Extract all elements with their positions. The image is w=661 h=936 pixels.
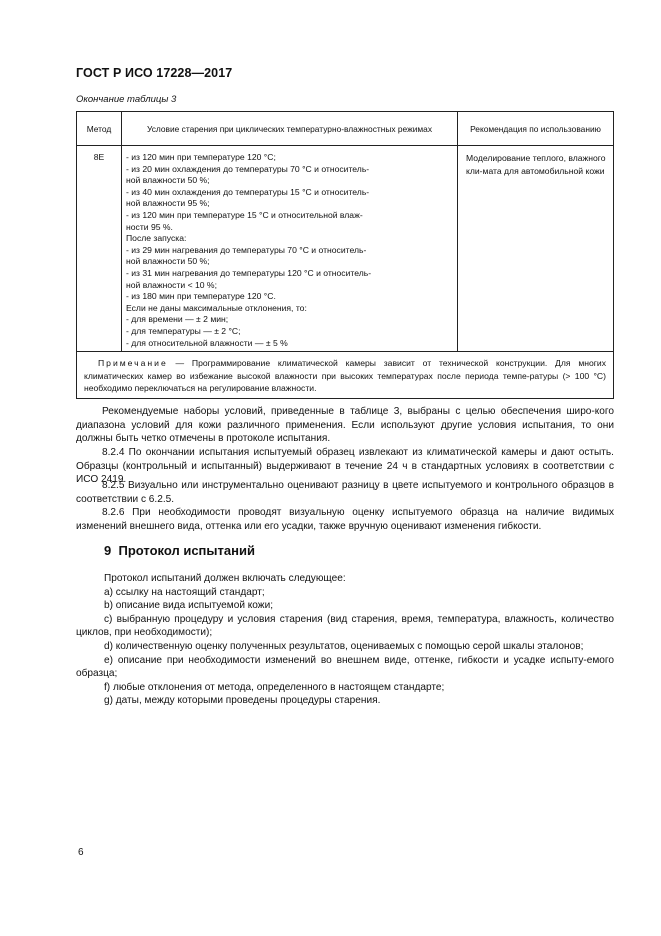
paragraph: Рекомендуемые наборы условий, приведенные в таблице 3, выбраны с целью обеспечения широ-кого диапазона условий для кожи различного применения. Если используют другие условия испытания, то они должны быть четко отмечены в протоколе испытания. — [76, 406, 614, 445]
document-header: ГОСТ Р ИСО 17228—2017 — [76, 66, 233, 80]
section-heading — [104, 543, 255, 558]
method-cell: 8E — [77, 146, 122, 352]
condition-line: - для относительной влажности — ± 5 % — [126, 337, 288, 348]
table-row — [77, 146, 614, 352]
condition-line: Если не даны максимальные отклонения, то: — [126, 302, 307, 313]
list-item: d) количественную оценку полученных результатов, оцениваемых с помощью серой шкалы эталонов; — [104, 640, 584, 652]
condition-line: ности 95 %. — [126, 221, 173, 232]
section-number: 9 — [104, 543, 112, 558]
paragraph-8-2-4: 8.2.4 По окончании испытания испытуемый образец извлекают из климатической камеры и дают остыть. Образцы (контрольный и испытанный) выдерживают в течение 24 ч в стандартных условиях в соответствии с ИСО 2419. — [76, 447, 614, 486]
condition-line: ной влажности 95 %; — [126, 198, 210, 209]
condition-line: После запуска: — [126, 233, 187, 244]
condition-line: ной влажности 50 %; — [126, 256, 210, 267]
paragraph-8-2-6: 8.2.6 При необходимости проводят визуальную оценку испытуемого образца на наличие видимых изменений внешнего вида, оттенка или его усадки, также вручную оценивают изменения гибкости. — [76, 507, 614, 532]
column-header-recommendation: Рекомендация по использованию — [458, 112, 614, 146]
section-title: Протокол испытаний — [118, 543, 255, 558]
table-caption: Окончание таблицы 3 — [76, 94, 177, 105]
condition-line: - из 180 мин при температуре 120 °С. — [126, 291, 276, 302]
condition-line: - из 120 мин при температуре 120 °С; — [126, 152, 276, 162]
paragraph-8-2-5: 8.2.5 Визуально или инструментально оценивают разницу в цвете испытуемого и контрольного образцов в соответствии с 6.2.5. — [76, 480, 614, 505]
list-item: g) даты, между которыми проведены процедуры старения. — [104, 695, 381, 707]
list-item: c) выбранную процедуру и условия старения (вид старения, время, температура, влажность, количество циклов, при необходимости); — [76, 613, 614, 639]
conditions-cell — [122, 146, 458, 352]
condition-line: - из 20 мин охлаждения до температуры 70 °С и относитель- — [126, 163, 370, 174]
table-note — [77, 352, 614, 399]
protocol-list — [76, 572, 614, 708]
recommendation-cell: Моделирование теплого, влажного кли-мата для автомобильной кожи — [458, 146, 614, 352]
list-item: f) любые отклонения от метода, определенного в настоящем стандарте; — [104, 681, 445, 693]
condition-line: - из 29 мин нагревания до температуры 70 °С и относитель- — [126, 244, 367, 255]
condition-line: ной влажности 50 %; — [126, 175, 210, 186]
protocol-intro: Протокол испытаний должен включать следующее: — [104, 573, 346, 584]
condition-line: - из 31 мин нагревания до температуры 120 °С и относитель- — [126, 267, 372, 278]
list-item: b) описание вида испытуемой кожи; — [104, 600, 274, 612]
condition-line: ной влажности < 10 %; — [126, 279, 217, 290]
table-note-row — [77, 352, 614, 399]
condition-line: - из 40 мин охлаждения до температуры 15 °С и относитель- — [126, 186, 370, 197]
column-header-method: Метод — [77, 112, 122, 146]
note-text: — Программирование климатической камеры зависит от технической конструкции. Для многих климатических камер во избежание высокой влажности при высоких температурах после периода темпе-ратуры (> 100 °С) необходимо переключаться на регулирование влажности. — [84, 358, 607, 393]
note-label: Примечание — [98, 358, 168, 369]
list-item: a) ссылку на настоящий стандарт; — [104, 586, 265, 598]
condition-line: - для времени — ± 2 мин; — [126, 314, 229, 325]
list-item: e) описание при необходимости изменений во внешнем виде, оттенке, гибкости и усадке испыту-емого образца; — [76, 654, 614, 680]
page-number: 6 — [78, 847, 84, 858]
table-3 — [76, 111, 614, 399]
table-header-row — [77, 112, 614, 146]
condition-line: - из 120 мин при температуре 15 °С и относительной влаж- — [126, 209, 363, 220]
column-header-condition: Условие старения при циклических температурно-влажностных режимах — [122, 112, 458, 146]
condition-line: - для температуры — ± 2 °С; — [126, 325, 241, 336]
